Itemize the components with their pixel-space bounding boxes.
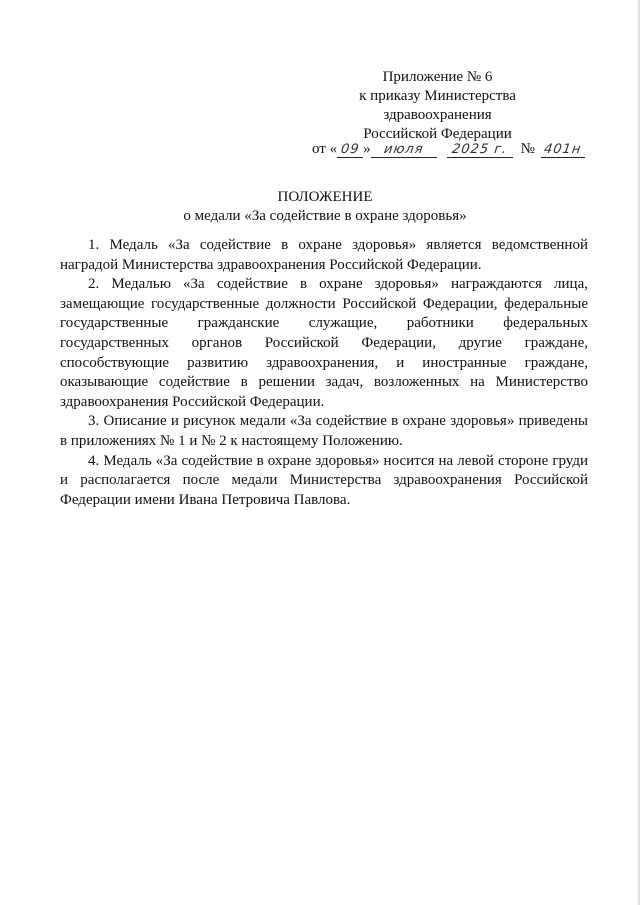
annex-number: Приложение № 6 [382, 69, 493, 85]
document-subtitle: о медали «За содействие в охране здоровья» [183, 208, 467, 224]
number-sign: № [520, 141, 535, 157]
date-day-field [337, 142, 363, 158]
paragraph-2: 2. Медалью «За содействие в охране здоровья» награждаются лица, замещающие государственные должности Российской Федерации, федеральные государственные гражданские служащие, работники федеральных государственных органов Российской Федерации, другие граждане, способствующие развитию здравоохранения, и иностранные граждане, оказывающие содействие в решении задач, возложенных на Министерство здравоохранения Российской Федерации. [60, 276, 588, 410]
date-month-field [371, 142, 437, 158]
annex-ministry: здравоохранения [383, 107, 492, 123]
paragraph-4: 4. Медаль «За содействие в охране здоровья» носится на левой стороне груди и располагается после медали Министерства здравоохранения Российской Федерации имени Ивана Петровича Павлова. [60, 452, 588, 508]
paragraph-3: 3. Описание и рисунок медали «За содействие в охране здоровья» приведены в приложениях № 1 и № 2 к настоящему Положению. [60, 413, 588, 449]
document-title: ПОЛОЖЕНИЕ [277, 189, 373, 205]
date-prefix: от « [312, 141, 338, 157]
date-mid: » [363, 141, 371, 157]
annex-order-ref: к приказу Министерства [359, 88, 516, 104]
date-year-handwritten: 2025 г. [450, 142, 509, 157]
order-date-line [312, 140, 585, 159]
annex-header [300, 68, 575, 144]
order-number-field [541, 142, 585, 158]
annex-federation: Российской Федерации [363, 126, 512, 142]
date-month-handwritten: июля [382, 142, 425, 157]
date-year-field [447, 142, 513, 158]
regulation-body [60, 236, 588, 510]
paragraph-1: 1. Медаль «За содействие в охране здоровья» является ведомственной наградой Министерства здравоохранения Российской Федерации. [60, 237, 588, 273]
date-day-handwritten: 09 [339, 142, 361, 157]
order-number-handwritten: 401н [543, 142, 583, 157]
